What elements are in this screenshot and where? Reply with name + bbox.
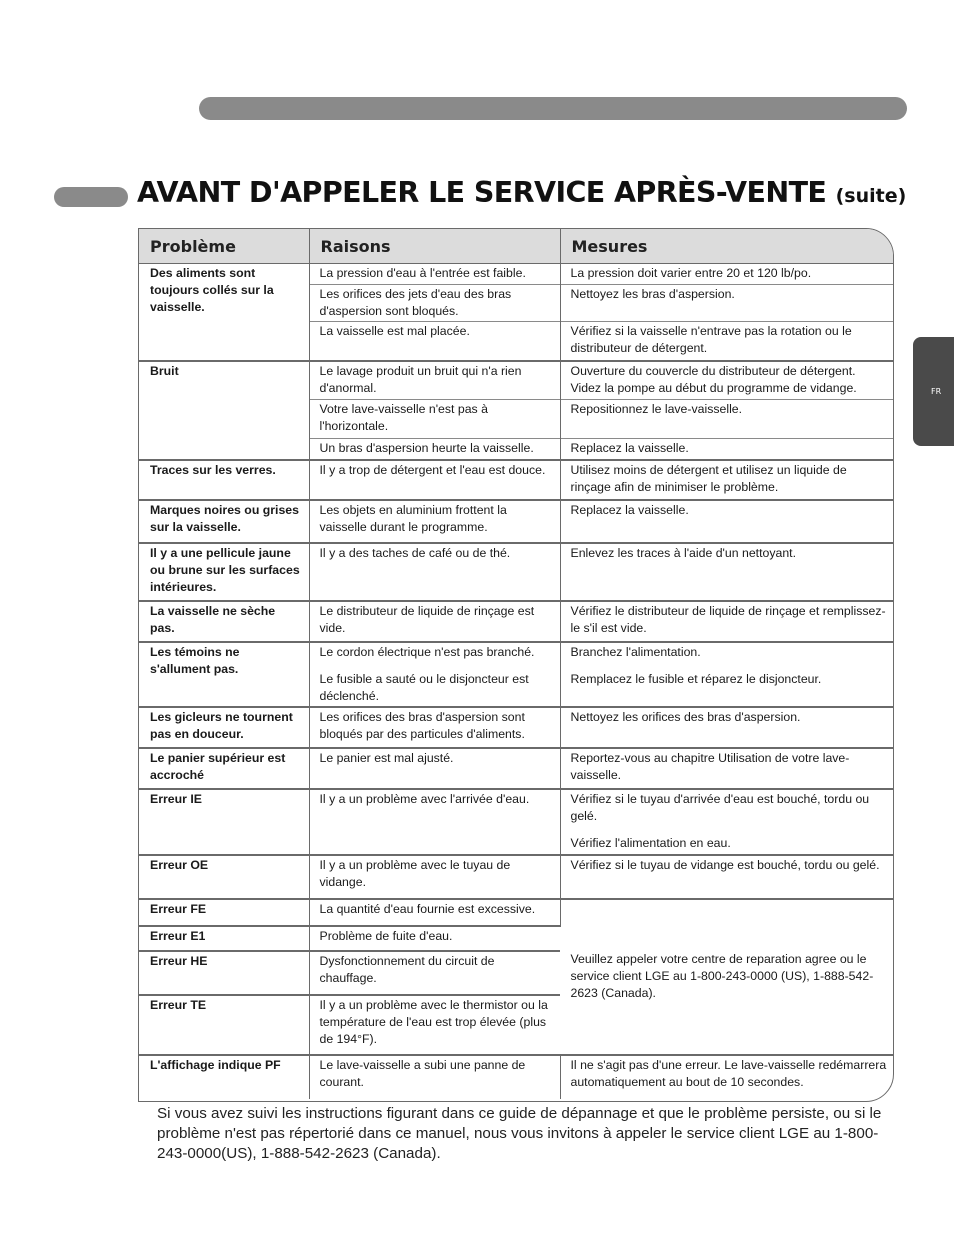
reason-cell: Il y a un problème avec le tuyau de vidange.	[309, 855, 560, 899]
problem-cell: Bruit	[139, 361, 309, 460]
reason-cell: Problème de fuite d'eau.	[309, 926, 560, 951]
reason-cell: La pression d'eau à l'entrée est faible.	[309, 264, 560, 285]
footer-note: Si vous avez suivi les instructions figurant dans ce guide de dépannage et que le problème persiste, ou si le problème n'est pas répertorié dans ce manuel, nous vous invitons à appeler le service client LGE au 1-800-243-0000(US), 1-888-542-2623 (Canada).	[157, 1105, 882, 1162]
reason-cell	[309, 642, 560, 707]
table-row	[139, 899, 894, 926]
table-row	[139, 601, 894, 642]
table-row	[139, 789, 894, 855]
reason-line: Le fusible a sauté ou le disjoncteur est déclenché.	[319, 671, 529, 703]
problem-cell: L'affichage indique PF	[139, 1055, 309, 1099]
measure-cell: Ouverture du couvercle du distributeur de détergent. Videz la pompe au début du programme de vidange.	[560, 361, 894, 400]
header-measures: Mesures	[560, 229, 894, 264]
table-row	[139, 264, 894, 285]
reason-cell: La quantité d'eau fournie est excessive.	[309, 899, 560, 926]
measure-cell: Nettoyez les orifices des bras d'aspersion.	[560, 707, 894, 748]
measure-cell: Replacez la vaisselle.	[560, 500, 894, 543]
title-suffix: (suite)	[835, 185, 907, 207]
title-main: AVANT D'APPELER LE SERVICE APRÈS-VENTE	[137, 176, 827, 209]
problem-cell: Erreur HE	[139, 951, 309, 995]
reason-cell: Il y a trop de détergent et l'eau est douce.	[309, 460, 560, 500]
measure-cell: Repositionnez le lave-vaisselle.	[560, 400, 894, 439]
table-row	[139, 642, 894, 707]
measure-cell: Nettoyez les bras d'aspersion.	[560, 285, 894, 322]
problem-cell: Traces sur les verres.	[139, 460, 309, 500]
reason-cell: Un bras d'aspersion heurte la vaisselle.	[309, 439, 560, 460]
section-tab	[913, 337, 954, 446]
table-row	[139, 855, 894, 899]
measure-cell: Vérifiez le distributeur de liquide de rinçage et remplissez-le s'il est vide.	[560, 601, 894, 642]
measure-line: Vérifiez l'alimentation en eau.	[570, 835, 731, 850]
header-reasons: Raisons	[309, 229, 560, 264]
measure-cell: Replacez la vaisselle.	[560, 439, 894, 460]
problem-cell: Erreur E1	[139, 926, 309, 951]
reason-cell: Le lavage produit un bruit qui n'a rien d'anormal.	[309, 361, 560, 400]
problem-cell: Les gicleurs ne tournent pas en douceur.	[139, 707, 309, 748]
table-row	[139, 748, 894, 789]
header-bar	[199, 97, 907, 120]
table-row	[139, 1055, 894, 1099]
troubleshooting-table	[138, 228, 894, 1102]
section-tab-label: FR	[931, 387, 942, 396]
reason-cell: Dysfonctionnement du circuit de chauffage.	[309, 951, 560, 995]
measure-cell: Enlevez les traces à l'aide d'un nettoyant.	[560, 543, 894, 601]
problem-cell: Marques noires ou grises sur la vaisselle.	[139, 500, 309, 543]
reason-cell: Le panier est mal ajusté.	[309, 748, 560, 789]
measure-line: Vérifiez si le tuyau d'arrivée d'eau est bouché, tordu ou gelé.	[570, 791, 870, 823]
reason-cell: Il y a des taches de café ou de thé.	[309, 543, 560, 601]
measure-cell: Il ne s'agit pas d'une erreur. Le lave-vaisselle redémarrera automatiquement au bout de 10 secondes.	[560, 1055, 894, 1099]
problem-cell: Le panier supérieur est accroché	[139, 748, 309, 789]
measure-cell	[560, 789, 894, 855]
measure-cell: Reportez-vous au chapitre Utilisation de votre lave-vaisselle.	[560, 748, 894, 789]
reason-cell: Votre lave-vaisselle n'est pas à l'horizontale.	[309, 400, 560, 439]
problem-cell: Erreur TE	[139, 995, 309, 1055]
measure-line: Remplacez le fusible et réparez le disjoncteur.	[570, 671, 822, 686]
title-marker	[54, 187, 128, 207]
table-row	[139, 707, 894, 748]
measure-cell: Vérifiez si le tuyau de vidange est bouché, tordu ou gelé.	[560, 855, 894, 899]
reason-line: Le cordon électrique n'est pas branché.	[319, 644, 535, 659]
table-row	[139, 460, 894, 500]
reason-cell: Les objets en aluminium frottent la vaisselle durant le programme.	[309, 500, 560, 543]
reason-cell: Il y a un problème avec le thermistor ou la température de l'eau est trop élevée (plus de 194°F).	[309, 995, 560, 1055]
measure-cell: Utilisez moins de détergent et utilisez un liquide de rinçage afin de minimiser le problème.	[560, 460, 894, 500]
measure-cell: La pression doit varier entre 20 et 120 lb/po.	[570, 266, 812, 280]
problem-cell: Erreur FE	[139, 899, 309, 926]
problem-cell: Des aliments sont toujours collés sur la vaisselle.	[139, 264, 309, 361]
page-title	[137, 176, 906, 209]
header-problem: Problème	[139, 229, 309, 264]
problem-cell: Il y a une pellicule jaune ou brune sur les surfaces intérieures.	[139, 543, 309, 601]
reason-cell: Le lave-vaisselle a subi une panne de courant.	[309, 1055, 560, 1099]
problem-cell: Les témoins ne s'allument pas.	[139, 642, 309, 707]
table-row	[139, 361, 894, 400]
reason-cell: Le distributeur de liquide de rinçage est vide.	[309, 601, 560, 642]
measure-cell: Vérifiez si la vaisselle n'entrave pas la rotation ou le distributeur de détergent.	[560, 322, 894, 361]
reason-cell: Il y a un problème avec l'arrivée d'eau.	[309, 789, 560, 855]
reason-cell: Les orifices des jets d'eau des bras d'aspersion sont bloqués.	[309, 285, 560, 322]
measure-line: Branchez l'alimentation.	[570, 644, 701, 659]
reason-cell: Les orifices des bras d'aspersion sont bloqués par des particules d'aliments.	[309, 707, 560, 748]
table-row	[139, 500, 894, 543]
problem-cell: Erreur IE	[139, 789, 309, 855]
measure-cell: Veuillez appeler votre centre de reparation agree ou le service client LGE au 1-800-243-0000 (US), 1-888-542-2623 (Canada).	[560, 899, 894, 1055]
table-row	[139, 543, 894, 601]
reason-cell: La vaisselle est mal placée.	[309, 322, 560, 361]
problem-cell: La vaisselle ne sèche pas.	[139, 601, 309, 642]
measure-cell	[560, 642, 894, 707]
table-header-row	[139, 229, 894, 264]
problem-cell: Erreur OE	[139, 855, 309, 899]
